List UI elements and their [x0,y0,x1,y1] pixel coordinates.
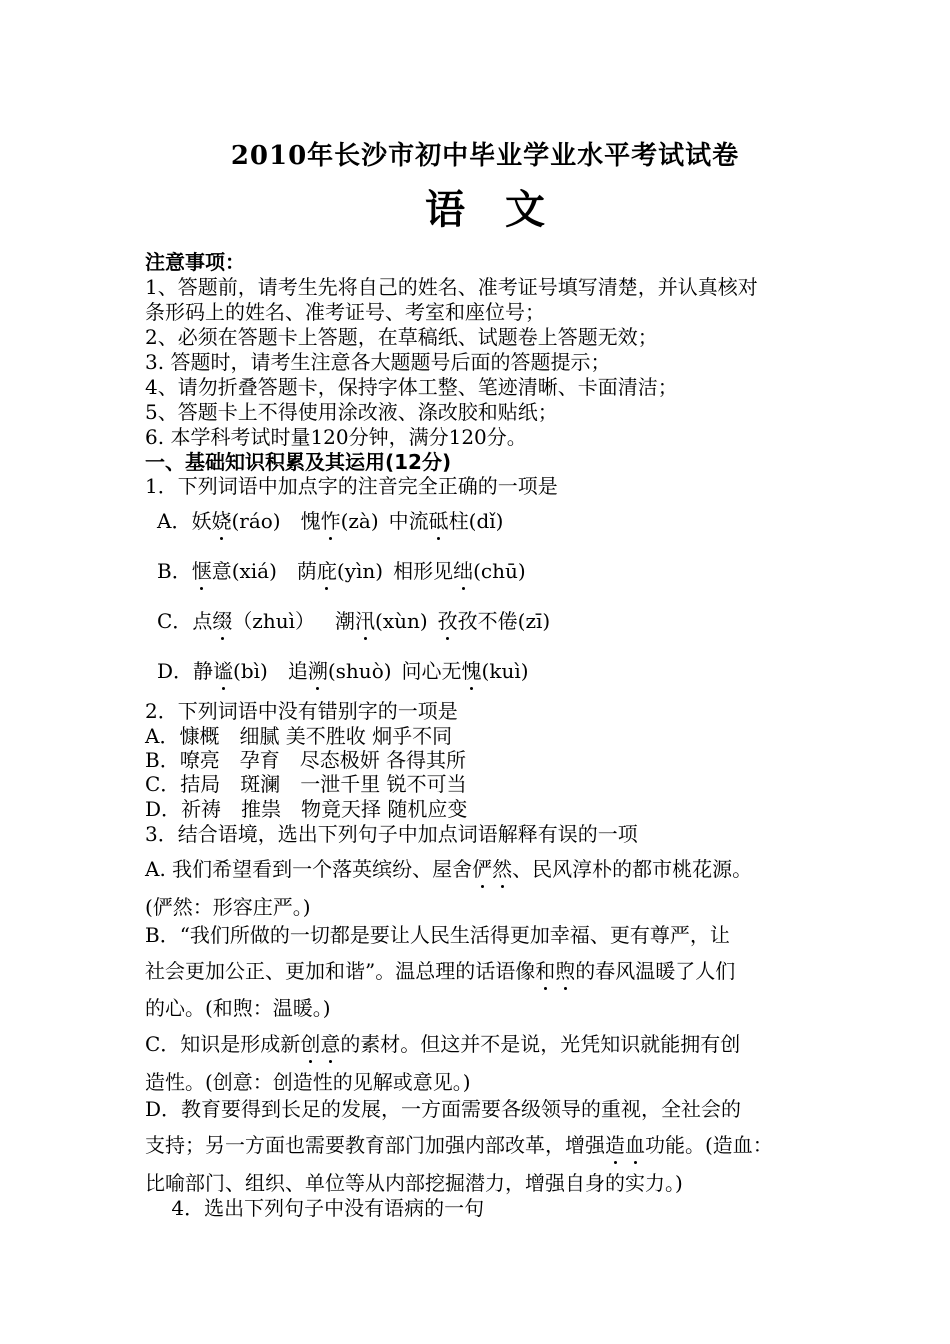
emphasis-char: 谧 [213,659,234,683]
emphasis-char: 俨 [472,857,493,881]
emphasis-char: 娆 [211,509,232,533]
note-item: 6. 本学科考试时量120分钟，满分120分。 [145,425,527,449]
q3-option-b: B．“我们所做的一切都是要让人民生活得更加幸福、更有尊严，让 [145,923,730,947]
note-item: 3. 答题时，请考生注意各大题题号后面的答题提示； [145,350,611,374]
emphasis-char: 砥 [428,509,449,533]
exam-title: 2010年长沙市初中毕业学业水平考试试卷 [230,141,740,171]
q3-option-c: C．知识是形成新创意的素材。但这并不是说，光凭知识就能拥有创 [145,1032,741,1056]
emphasis-char: 煦 [555,959,576,983]
emphasis-char: 庇 [316,559,337,583]
q3-option-b-line3: 的心。(和煦：温暖。) [145,996,331,1020]
emphasis-char: 造 [605,1133,625,1157]
emphasis-char: 汛 [355,609,376,633]
emphasis-char: 血 [625,1133,645,1157]
emphasis-char: 和 [535,959,556,983]
subject-char: 文 [505,186,545,233]
emphasis-char: 缀 [212,609,233,633]
notes-heading: 注意事项： [145,250,245,274]
emphasis-char: 创 [300,1032,321,1056]
q1-option-d: D．静谧(bì) 追溯(shuò) 问心无愧(kuì) [157,659,529,683]
emphasis-char: 孜 [437,609,458,633]
note-item: 5、答题卡上不得使用涂改液、涤改胶和贴纸； [145,400,558,424]
q3-option-b-line2: 社会更加公正、更加和谐”。温总理的话语像和煦的春风温暖了人们 [145,959,736,983]
emphasis-char: 意 [320,1032,341,1056]
q1-option-c: C．点缀（zhuì） 潮汛(xùn) 孜孜不倦(zī) [157,609,551,633]
question-3-stem: 3．结合语境，选出下列句子中加点词语解释有误的一项 [145,822,638,846]
emphasis-char: 怍 [320,509,341,533]
note-item: 1、答题前，请考生先将自己的姓名、准考证号填写清楚，并认真核对 [145,275,758,299]
q3-option-a-note: (俨然：形容庄严。) [145,895,311,919]
question-1-stem: 1．下列词语中加点字的注音完全正确的一项是 [145,474,558,498]
q1-option-a: A．妖娆(ráo) 愧怍(zà) 中流砥柱(dǐ) [157,509,504,533]
subject-char: 语 [425,186,465,233]
emphasis-char: 惬 [191,559,212,583]
q3-option-d-line3: 比喻部门、组织、单位等从内部挖掘潜力，增强自身的实力。) [145,1171,683,1195]
section-heading: 一、基础知识积累及其运用(12分) [145,450,452,474]
note-item: 4、请勿折叠答题卡，保持字体工整、笔迹清晰、卡面清洁； [145,375,678,399]
note-item: 2、必须在答题卡上答题，在草稿纸、试题卷上答题无效； [145,325,658,349]
q2-option: D．祈祷 推祟 物竟天择 随机应变 [145,797,468,821]
q3-option-d-line2: 支持；另一方面也需要教育部门加强内部改革，增强造血功能。(造血： [145,1133,773,1157]
emphasis-char: 溯 [307,659,328,683]
note-item: 条形码上的姓名、准考证号、考室和座位号； [145,300,545,324]
question-2-stem: 2．下列词语中没有错别字的一项是 [145,699,458,723]
emphasis-char: 愧 [461,659,482,683]
question-4-stem: 4．选出下列句子中没有语病的一句 [145,1196,485,1220]
emphasis-char: 然 [492,857,513,881]
q1-option-b: B．惬意(xiá) 荫庇(yìn) 相形见绌(chū) [157,559,526,583]
emphasis-char: 绌 [453,559,474,583]
q3-option-c-line2: 造性。(创意：创造性的见解或意见。) [145,1070,471,1094]
q2-option: C．拮局 斑澜 一泄千里 锐不可当 [145,772,467,796]
q2-option: B．嘹亮 孕育 尽态极妍 各得其所 [145,748,467,772]
q3-option-a: A. 我们希望看到一个落英缤纷、屋舍俨然、民风淳朴的都市桃花源。 [145,857,753,881]
subject-title [145,178,825,235]
q3-option-d: D．教育要得到长足的发展，一方面需要各级领导的重视，全社会的 [145,1097,742,1121]
q2-option: A．慷概 细腻 美不胜收 炯乎不同 [145,724,453,748]
